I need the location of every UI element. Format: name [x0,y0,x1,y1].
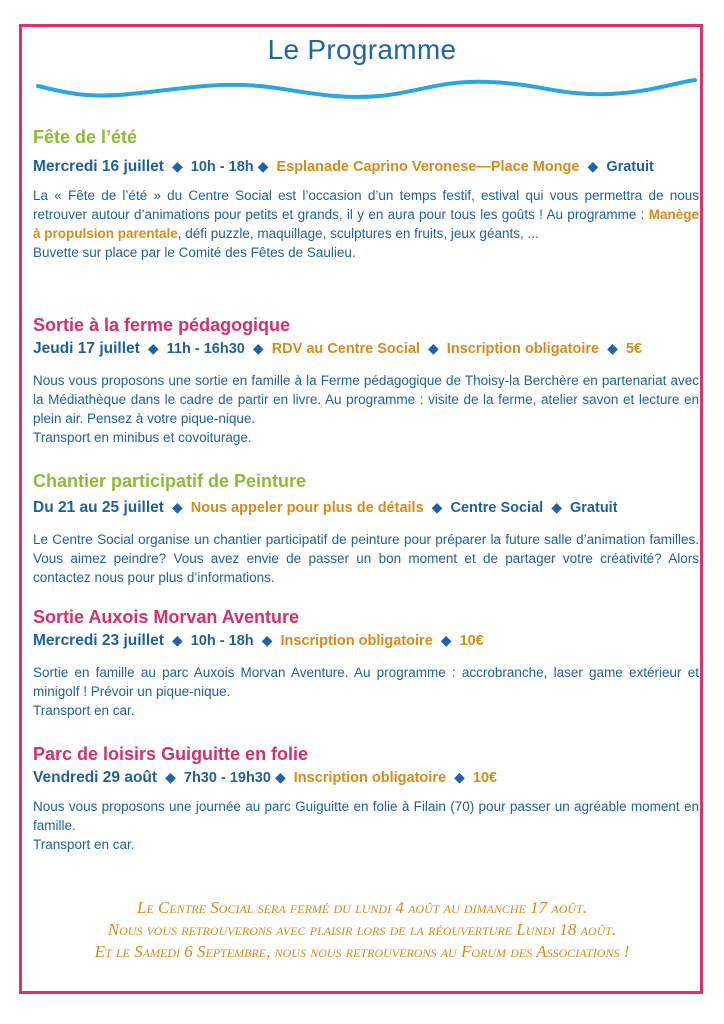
desc-text: Transport en car. [33,837,135,852]
event-fete-ete [33,126,699,262]
event-auxois [33,606,699,720]
event-meta [33,498,699,517]
desc-highlight: Manège à propulsion parentale [33,207,699,241]
event-description [33,186,699,262]
event-info: Inscription obligatoire [446,341,600,357]
diamond-icon: ◆ [274,769,286,785]
event-time: 11h - 16h30 [166,341,245,357]
event-date: Jeudi 17 juillet [33,340,140,357]
page-title: Le Programme [267,34,457,65]
event-info: Inscription obligatoire [280,633,433,649]
desc-text: Nous vous proposons une sortie en famille à la Ferme pédagogique de Thoisy-la Berchère en partenariat avec la Médiathèque dans le cadre de partir en livre. Au programme : visite de la ferme, atelier savon et lecture en plein air. Pensez à votre pique-nique. [33,373,699,426]
diamond-icon: ◆ [171,632,183,648]
event-meta [33,631,699,650]
desc-text: Buvette sur place par le Comité des Fêtes de Saulieu. [33,245,356,260]
event-place: RDV au Centre Social [271,341,420,357]
diamond-icon: ◆ [261,632,273,648]
event-info: Inscription obligatoire [293,770,447,786]
event-time: 10h - 18h [190,159,254,175]
diamond-icon: ◆ [165,769,176,785]
event-price: 5€ [625,341,643,357]
diamond-icon: ◆ [147,340,159,356]
event-meta [33,768,699,787]
wave-decoration [0,64,724,114]
diamond-icon: ◆ [252,340,264,356]
event-chantier [33,470,699,587]
diamond-icon: ◆ [551,499,562,515]
diamond-icon: ◆ [587,158,599,174]
event-ferme [33,314,699,447]
notice-line: Et le Samedi 6 Septembre, nous nous retrouverons au Forum des Associations ! [94,942,630,961]
event-price: 10€ [472,770,498,786]
desc-text: Sortie en famille au parc Auxois Morvan Aventure. Au programme : accrobranche, laser game extérieur et minigolf ! Prévoir un pique-nique. [33,665,699,699]
event-date: Mercredi 23 juillet [33,632,164,649]
event-price: Gratuit [570,500,618,516]
event-title: Sortie Auxois Morvan Aventure [33,607,300,627]
event-title: Fête de l’été [33,127,138,147]
event-guiguitte [33,743,699,854]
event-title: Sortie à la ferme pédagogique [33,315,291,335]
event-place: Centre Social [450,500,544,516]
event-meta [33,157,699,176]
event-description [33,371,699,447]
event-time: 7h30 - 19h30 [183,770,271,786]
event-time: 10h - 18h [190,633,254,649]
event-title: Chantier participatif de Peinture [33,471,307,491]
notice-line: Le Centre Social sera fermé du lundi 4 août au dimanche 17 août. [136,898,588,917]
desc-text: Transport en minibus et covoiturage. [33,430,252,445]
diamond-icon: ◆ [431,499,443,515]
diamond-icon: ◆ [257,158,269,174]
desc-text: Nous vous proposons une journée au parc Guiguitte en folie à Filain (70) pour passer un agréable moment en famille. [33,799,699,833]
desc-text: La « Fête de l’été » du Centre Social est l’occasion d’un temps festif, estival qui vous permettra de nous retrouver autour d’animations pour petits et grands, il y en aura pour tous les goûts ! Au programme : [33,188,699,222]
event-info: Nous appeler pour plus de détails [190,500,424,516]
event-date: Mercredi 16 juillet [33,158,164,175]
event-description [33,663,699,720]
event-date: Vendredi 29 août [33,769,158,786]
diamond-icon: ◆ [171,499,183,515]
event-meta [33,339,699,358]
event-title: Parc de loisirs Guiguitte en folie [33,744,309,764]
diamond-icon: ◆ [440,632,452,648]
closure-notice [20,897,704,963]
event-description [33,530,699,587]
event-date: Du 21 au 25 juillet [33,499,164,516]
diamond-icon: ◆ [607,340,618,356]
desc-text: , défi puzzle, maquillage, sculptures en fruits, jeux géants, ... [177,226,539,241]
event-price: 10€ [459,633,484,649]
diamond-icon: ◆ [454,769,465,785]
event-description [33,797,699,854]
desc-text: Le Centre Social organise un chantier participatif de peinture pour préparer la future salle d’animation familles. Vous aimez peindre? Vous avez envie de passer un bon moment et de partager votre créativité? Alors contactez nous pour plus d’informations. [33,532,699,585]
event-price: Gratuit [606,159,654,175]
event-place: Esplanade Caprino Veronese—Place Monge [276,159,580,175]
notice-line: Nous vous retrouverons avec plaisir lors de la réouverture Lundi 18 août. [107,920,617,939]
diamond-icon: ◆ [171,158,183,174]
desc-text: Transport en car. [33,703,135,718]
diamond-icon: ◆ [427,340,439,356]
